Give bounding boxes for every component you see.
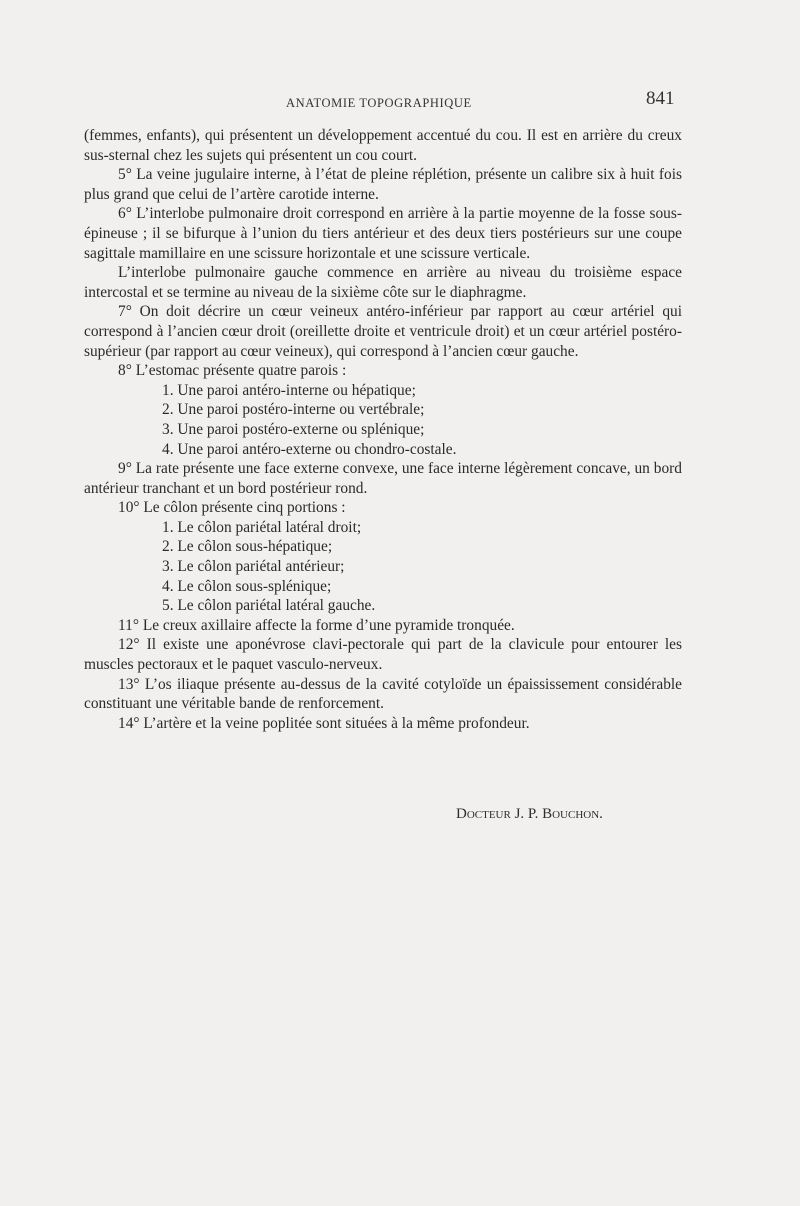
paragraph-creux-axillaire: 11° Le creux axillaire affecte la forme d’une pyramide tronquée. [118,616,515,634]
author-signature [456,806,603,823]
running-head: ANATOMIE TOPOGRAPHIQUE [286,96,472,110]
paragraph-continuation: (femmes, enfants), qui présentent un développement accentué du cou. Il est en arrière du creux sus-sternal chez les sujets qui présentent un cou court. [84,127,682,164]
paragraph-coeur: 7° On doit décrire un cœur veineux antéro-inférieur par rapport au cœur artériel qui correspond à l’ancien cœur droit (oreillette droite et ventricule droit) et un cœur artériel postéro-supérieur (par rapport au cœur veineux), qui correspond à l’ancien cœur gauche. [84,303,682,360]
paragraph-poplitee: 14° L’artère et la veine poplitée sont situées à la même profondeur. [118,714,530,732]
paragraph-interlobe-droit: 6° L’interlobe pulmonaire droit correspond en arrière à la partie moyenne de la fosse sous-épineuse ; il se bifurque à l’union du tiers antérieur et des deux tiers postérieurs sur une coupe sagittale mamillaire en une scissure horizontale et une scissure verticale. [84,205,682,262]
list-item: 1. Une paroi antéro-interne ou hépatique; [162,381,416,399]
list-item: 4. Le côlon sous-splénique; [162,577,332,595]
paragraph-estomac: 8° L’estomac présente quatre parois : [118,362,347,380]
list-item: 2. Le côlon sous-hépatique; [162,538,333,556]
list-item: 2. Une paroi postéro-interne ou vertébrale; [162,401,425,419]
paragraph-aponevrose: 12° Il existe une aponévrose clavi-pectorale qui part de la clavicule pour entourer les muscles pectoraux et le paquet vasculo-nerveux. [84,636,682,674]
list-item: 3. Une paroi postéro-externe ou splénique; [162,420,425,438]
paragraph-interlobe-gauche: L’interlobe pulmonaire gauche commence en arrière au niveau du troisième espace intercostal et se termine au niveau de la sixième côte sur le diaphragme. [84,264,682,301]
estomac-list [84,381,682,459]
paragraph-jugulaire: 5° La veine jugulaire interne, à l’état de pleine réplétion, présente un calibre six à huit fois plus grand que celui de l’artère carotide interne. [84,166,682,203]
list-item: 4. Une paroi antéro-externe ou chondro-costale. [162,440,457,458]
page-number: 841 [646,88,675,109]
list-item: 1. Le côlon pariétal latéral droit; [162,518,362,536]
paragraph-os-iliaque: 13° L’os iliaque présente au-dessus de la cavité cotyloïde un épaississement considérable constituant une véritable bande de renforcement. [84,675,682,713]
list-item: 5. Le côlon pariétal latéral gauche. [162,597,376,615]
body-text [84,126,682,733]
paragraph-rate: 9° La rate présente une face externe convexe, une face interne légèrement concave, un bord antérieur tranchant et un bord postérieur rond. [84,460,682,497]
colon-list [84,518,682,616]
signature-text: Docteur J. P. Bouchon. [456,806,603,822]
list-item: 3. Le côlon pariétal antérieur; [162,558,345,576]
paragraph-colon: 10° Le côlon présente cinq portions : [118,499,346,517]
